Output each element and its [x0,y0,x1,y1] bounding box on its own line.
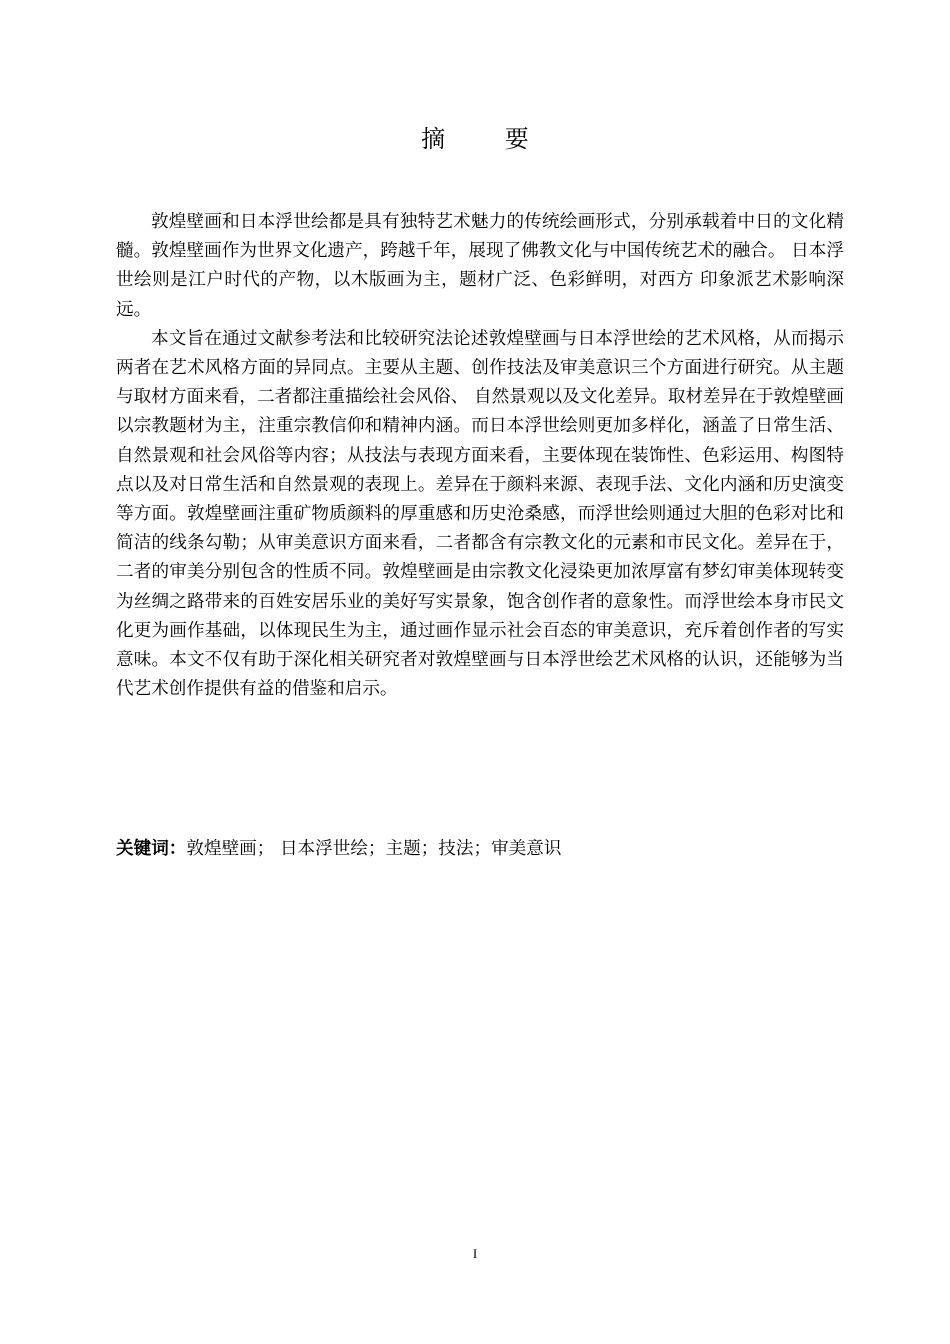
abstract-paragraph-2: 本文旨在通过文献参考法和比较研究法论述敦煌壁画与日本浮世绘的艺术风格，从而揭示两者在艺术风格方面的异同点。主要从主题、创作技法及审美意识三个方面进行研究。从主题与取材方面来看，二者都注重描绘社会风俗、 自然景观以及文化差异。取材差异在于敦煌壁画以宗教题材为主，注重宗教信仰和精神内涵。而日本浮世绘则更加多样化，涵盖了日常生活、 自然景观和社会风俗等内容；从技法与表现方面来看，主要体现在装饰性、色彩运用、构图特点以及对日常生活和自然景观的表现上。差异在于颜料来源、表现手法、文化内涵和历史演变等方面。敦煌壁画注重矿物质颜料的厚重感和历史沧桑感，而浮世绘则通过大胆的色彩对比和简洁的线条勾勒；从审美意识方面来看，二者都含有宗教文化的元素和市民文化。差异在于，二者的审美分别包含的性质不同。敦煌壁画是由宗教文化浸染更加浓厚富有梦幻审美体现转变为丝绸之路带来的百姓安居乐业的美好写实景象，饱含创作者的意象性。而浮世绘本身市民文化更为画作基础，以体现民生为主，通过画作显示社会百态的审美意识，充斥着创作者的写实意味。本文不仅有助于深化相关研究者对敦煌壁画与日本浮世绘艺术风格的认识，还能够为当代艺术创作提供有益的借鉴和启示。 [116,328,844,700]
page-number: I [472,1246,478,1261]
keywords-label: 关键词： [116,839,187,859]
keywords-line [116,835,844,864]
page-title: 摘 要 [421,125,555,153]
abstract-body [116,208,844,704]
keywords-value: 敦煌壁画； 日本浮世绘；主题；技法；审美意识 [186,839,562,859]
abstract-paragraph-1: 敦煌壁画和日本浮世绘都是具有独特艺术魅力的传统绘画形式，分别承载着中日的文化精髓。敦煌壁画作为世界文化遗产，跨越千年，展现了佛教文化与中国传统艺术的融合。 日本浮世绘则是江户时代的产物，以木版画为主，题材广泛、色彩鲜明，对西方 印象派艺术影响深远。 [116,212,844,320]
